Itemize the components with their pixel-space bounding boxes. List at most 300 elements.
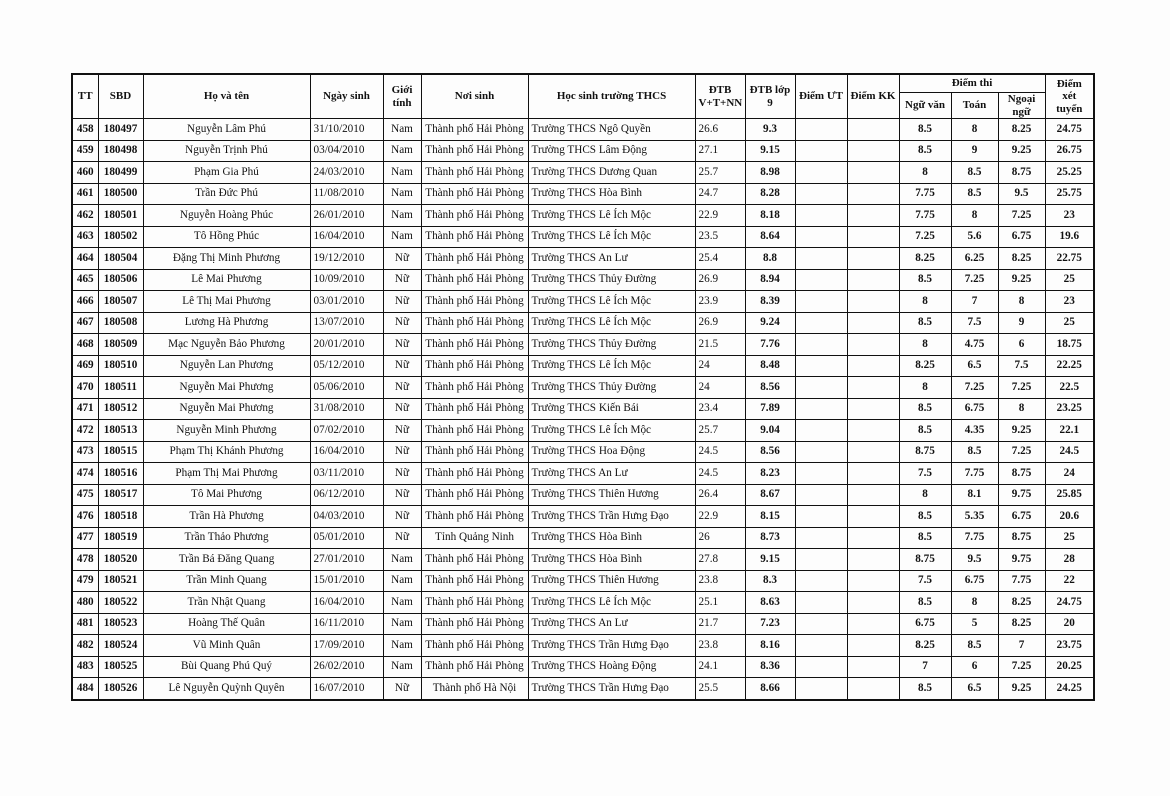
cell-gender: Nữ [383,420,421,442]
cell-gender: Nữ [383,377,421,399]
cell-ngu-van: 8.5 [899,119,951,141]
cell-name: Trần Nhật Quang [143,592,310,614]
cell-tt: 464 [72,248,98,270]
cell-dtb-lop9: 8.23 [745,463,795,485]
cell-dob: 04/03/2010 [310,506,383,528]
cell-dtb-vtnn: 23.4 [695,398,745,420]
cell-diem-ut [795,613,847,635]
cell-sbd: 180513 [98,420,143,442]
cell-gender: Nữ [383,441,421,463]
cell-gender: Nữ [383,506,421,528]
cell-diem-ut [795,678,847,700]
cell-diem-xet-tuyen: 24.25 [1045,678,1094,700]
cell-gender: Nữ [383,527,421,549]
cell-sbd: 180512 [98,398,143,420]
cell-tt: 471 [72,398,98,420]
cell-birthplace: Thành phố Hải Phòng [421,291,528,313]
cell-dtb-lop9: 9.15 [745,140,795,162]
cell-tt: 465 [72,269,98,291]
cell-birthplace: Thành phố Hải Phòng [421,334,528,356]
cell-name: Nguyễn Trịnh Phú [143,140,310,162]
cell-ngu-van: 8.25 [899,355,951,377]
cell-diem-xet-tuyen: 25.25 [1045,162,1094,184]
table-row [72,592,1094,614]
cell-ngu-van: 8.5 [899,527,951,549]
cell-dob: 10/09/2010 [310,269,383,291]
cell-birthplace: Thành phố Hải Phòng [421,269,528,291]
cell-diem-xet-tuyen: 22.1 [1045,420,1094,442]
cell-dob: 03/11/2010 [310,463,383,485]
cell-school: Trường THCS Ngô Quyền [528,119,695,141]
cell-diem-xet-tuyen: 22.75 [1045,248,1094,270]
cell-gender: Nam [383,656,421,678]
cell-diem-ut [795,635,847,657]
cell-toan: 7.25 [951,377,998,399]
cell-ngoai-ngu: 7.5 [998,355,1045,377]
cell-birthplace: Thành phố Hải Phòng [421,441,528,463]
cell-diem-ut [795,527,847,549]
cell-dtb-lop9: 8.56 [745,441,795,463]
cell-school: Trường THCS Hòa Bình [528,527,695,549]
cell-name: Nguyễn Lâm Phú [143,119,310,141]
cell-ngoai-ngu: 6 [998,334,1045,356]
cell-diem-xet-tuyen: 20 [1045,613,1094,635]
cell-name: Phạm Gia Phú [143,162,310,184]
cell-birthplace: Thành phố Hải Phòng [421,119,528,141]
header-name: Họ và tên [143,74,310,119]
cell-tt: 484 [72,678,98,700]
cell-dtb-lop9: 9.3 [745,119,795,141]
cell-toan: 4.75 [951,334,998,356]
admission-scores-table [71,73,1095,701]
cell-birthplace: Tỉnh Quảng Ninh [421,527,528,549]
cell-diem-kk [847,506,899,528]
cell-diem-xet-tuyen: 28 [1045,549,1094,571]
cell-dtb-lop9: 8.63 [745,592,795,614]
cell-sbd: 180517 [98,484,143,506]
cell-toan: 5.35 [951,506,998,528]
cell-toan: 9.5 [951,549,998,571]
cell-toan: 8 [951,119,998,141]
cell-name: Lương Hà Phương [143,312,310,334]
cell-diem-kk [847,183,899,205]
cell-dtb-lop9: 8.56 [745,377,795,399]
table-row [72,226,1094,248]
cell-ngu-van: 7.25 [899,226,951,248]
cell-diem-ut [795,162,847,184]
cell-name: Phạm Thị Khánh Phương [143,441,310,463]
table-row [72,549,1094,571]
cell-ngoai-ngu: 8.25 [998,613,1045,635]
table-row [72,527,1094,549]
cell-sbd: 180518 [98,506,143,528]
cell-name: Lê Nguyễn Quỳnh Quyên [143,678,310,700]
table-row [72,613,1094,635]
cell-sbd: 180502 [98,226,143,248]
cell-dtb-vtnn: 26.9 [695,312,745,334]
cell-ngoai-ngu: 8 [998,291,1045,313]
table-row [72,420,1094,442]
cell-dtb-lop9: 7.23 [745,613,795,635]
cell-school: Trường THCS Trần Hưng Đạo [528,506,695,528]
cell-tt: 470 [72,377,98,399]
table-row [72,140,1094,162]
cell-toan: 6.75 [951,398,998,420]
cell-dob: 03/04/2010 [310,140,383,162]
cell-dtb-lop9: 8.18 [745,205,795,227]
cell-dtb-lop9: 8.28 [745,183,795,205]
cell-gender: Nữ [383,334,421,356]
cell-tt: 461 [72,183,98,205]
cell-toan: 7.75 [951,463,998,485]
cell-toan: 8.1 [951,484,998,506]
cell-birthplace: Thành phố Hải Phòng [421,355,528,377]
cell-birthplace: Thành phố Hải Phòng [421,420,528,442]
cell-tt: 478 [72,549,98,571]
cell-school: Trường THCS An Lư [528,248,695,270]
cell-dtb-vtnn: 25.1 [695,592,745,614]
cell-name: Tô Mai Phương [143,484,310,506]
cell-dtb-lop9: 9.15 [745,549,795,571]
header-gender: Giới tính [383,74,421,119]
cell-sbd: 180521 [98,570,143,592]
cell-ngu-van: 7.75 [899,205,951,227]
cell-diem-kk [847,312,899,334]
cell-dob: 16/07/2010 [310,678,383,700]
cell-dtb-vtnn: 22.9 [695,506,745,528]
cell-toan: 7.25 [951,269,998,291]
cell-gender: Nam [383,140,421,162]
cell-birthplace: Thành phố Hải Phòng [421,205,528,227]
table-row [72,269,1094,291]
cell-gender: Nữ [383,463,421,485]
cell-birthplace: Thành phố Hải Phòng [421,398,528,420]
cell-dob: 05/06/2010 [310,377,383,399]
cell-tt: 473 [72,441,98,463]
cell-name: Nguyễn Mai Phương [143,377,310,399]
cell-sbd: 180499 [98,162,143,184]
cell-ngoai-ngu: 7.25 [998,441,1045,463]
cell-tt: 483 [72,656,98,678]
cell-school: Trường THCS Lê Ích Mộc [528,312,695,334]
cell-diem-ut [795,656,847,678]
cell-diem-ut [795,248,847,270]
cell-diem-kk [847,355,899,377]
cell-diem-xet-tuyen: 23 [1045,291,1094,313]
table-row [72,678,1094,700]
cell-school: Trường THCS Lâm Động [528,140,695,162]
cell-dtb-lop9: 7.76 [745,334,795,356]
cell-dtb-lop9: 8.98 [745,162,795,184]
cell-ngu-van: 8.25 [899,248,951,270]
cell-ngoai-ngu: 8.75 [998,527,1045,549]
cell-dtb-vtnn: 27.1 [695,140,745,162]
cell-dtb-lop9: 8.66 [745,678,795,700]
cell-sbd: 180501 [98,205,143,227]
cell-name: Trần Minh Quang [143,570,310,592]
cell-dtb-vtnn: 23.5 [695,226,745,248]
cell-dtb-vtnn: 24.7 [695,183,745,205]
cell-toan: 7 [951,291,998,313]
table-row [72,484,1094,506]
cell-dob: 27/01/2010 [310,549,383,571]
table-row [72,334,1094,356]
cell-name: Tô Hồng Phúc [143,226,310,248]
cell-diem-ut [795,334,847,356]
cell-toan: 8 [951,205,998,227]
cell-ngoai-ngu: 8.75 [998,463,1045,485]
table-row [72,570,1094,592]
cell-toan: 6 [951,656,998,678]
cell-name: Nguyễn Lan Phương [143,355,310,377]
cell-toan: 4.35 [951,420,998,442]
cell-dtb-vtnn: 24 [695,377,745,399]
cell-name: Vũ Minh Quân [143,635,310,657]
table-row [72,291,1094,313]
table-row [72,355,1094,377]
cell-diem-xet-tuyen: 22.5 [1045,377,1094,399]
table-row [72,635,1094,657]
cell-tt: 474 [72,463,98,485]
header-sbd: SBD [98,74,143,119]
header-tt: TT [72,74,98,119]
cell-dob: 26/01/2010 [310,205,383,227]
cell-ngoai-ngu: 7.25 [998,656,1045,678]
cell-ngoai-ngu: 9.75 [998,484,1045,506]
cell-school: Trường THCS Thiên Hương [528,570,695,592]
cell-diem-xet-tuyen: 23.75 [1045,635,1094,657]
cell-ngoai-ngu: 9.25 [998,269,1045,291]
cell-tt: 480 [72,592,98,614]
cell-school: Trường THCS Lê Ích Mộc [528,205,695,227]
cell-gender: Nam [383,549,421,571]
cell-sbd: 180519 [98,527,143,549]
cell-toan: 5 [951,613,998,635]
cell-school: Trường THCS Lê Ích Mộc [528,420,695,442]
cell-name: Đặng Thị Minh Phương [143,248,310,270]
cell-tt: 477 [72,527,98,549]
cell-ngu-van: 8.5 [899,420,951,442]
cell-birthplace: Thành phố Hải Phòng [421,613,528,635]
cell-diem-kk [847,269,899,291]
cell-dob: 31/08/2010 [310,398,383,420]
cell-dob: 05/01/2010 [310,527,383,549]
cell-ngu-van: 8.5 [899,398,951,420]
cell-toan: 8 [951,592,998,614]
cell-gender: Nữ [383,398,421,420]
cell-diem-xet-tuyen: 24.75 [1045,119,1094,141]
table-row [72,656,1094,678]
cell-school: Trường THCS Hoàng Động [528,656,695,678]
cell-sbd: 180520 [98,549,143,571]
cell-sbd: 180497 [98,119,143,141]
cell-school: Trường THCS Lê Ích Mộc [528,291,695,313]
cell-diem-ut [795,291,847,313]
cell-diem-kk [847,527,899,549]
cell-school: Trường THCS Hoa Động [528,441,695,463]
cell-gender: Nam [383,183,421,205]
cell-diem-xet-tuyen: 25.85 [1045,484,1094,506]
cell-ngu-van: 7 [899,656,951,678]
cell-ngu-van: 7.5 [899,570,951,592]
cell-dob: 07/02/2010 [310,420,383,442]
cell-tt: 482 [72,635,98,657]
cell-diem-xet-tuyen: 20.25 [1045,656,1094,678]
cell-toan: 9 [951,140,998,162]
cell-toan: 6.25 [951,248,998,270]
table-row [72,205,1094,227]
cell-diem-ut [795,377,847,399]
cell-diem-ut [795,441,847,463]
cell-ngoai-ngu: 8.75 [998,162,1045,184]
cell-ngu-van: 8 [899,291,951,313]
cell-name: Hoàng Thế Quân [143,613,310,635]
cell-school: Trường THCS An Lư [528,613,695,635]
header-diem-ut: Điểm ƯT [795,74,847,119]
cell-birthplace: Thành phố Hải Phòng [421,570,528,592]
cell-diem-kk [847,377,899,399]
cell-birthplace: Thành phố Hải Phòng [421,248,528,270]
cell-diem-xet-tuyen: 23.25 [1045,398,1094,420]
cell-birthplace: Thành phố Hà Nội [421,678,528,700]
cell-school: Trường THCS Trần Hưng Đạo [528,635,695,657]
cell-sbd: 180526 [98,678,143,700]
cell-diem-kk [847,635,899,657]
cell-school: Trường THCS Lê Ích Mộc [528,226,695,248]
cell-diem-xet-tuyen: 20.6 [1045,506,1094,528]
cell-ngu-van: 8.5 [899,678,951,700]
cell-gender: Nam [383,613,421,635]
cell-tt: 475 [72,484,98,506]
cell-diem-kk [847,334,899,356]
cell-diem-kk [847,226,899,248]
cell-ngoai-ngu: 9 [998,312,1045,334]
cell-birthplace: Thành phố Hải Phòng [421,312,528,334]
cell-diem-ut [795,463,847,485]
cell-gender: Nữ [383,484,421,506]
cell-ngu-van: 8.25 [899,635,951,657]
cell-dtb-vtnn: 24.5 [695,463,745,485]
table-row [72,506,1094,528]
cell-diem-ut [795,398,847,420]
cell-school: Trường THCS Thủy Đường [528,269,695,291]
header-toan: Toán [951,93,998,119]
cell-name: Mạc Nguyễn Bảo Phương [143,334,310,356]
header-dob: Ngày sinh [310,74,383,119]
cell-birthplace: Thành phố Hải Phòng [421,183,528,205]
cell-name: Nguyễn Minh Phương [143,420,310,442]
cell-diem-xet-tuyen: 18.75 [1045,334,1094,356]
cell-ngoai-ngu: 8 [998,398,1045,420]
cell-toan: 7.5 [951,312,998,334]
cell-birthplace: Thành phố Hải Phòng [421,592,528,614]
cell-diem-xet-tuyen: 26.75 [1045,140,1094,162]
cell-sbd: 180515 [98,441,143,463]
cell-ngu-van: 8 [899,162,951,184]
cell-ngoai-ngu: 7.75 [998,570,1045,592]
cell-gender: Nữ [383,248,421,270]
cell-diem-kk [847,398,899,420]
cell-sbd: 180525 [98,656,143,678]
cell-ngu-van: 6.75 [899,613,951,635]
cell-tt: 479 [72,570,98,592]
cell-diem-ut [795,549,847,571]
table-row [72,312,1094,334]
table-row [72,377,1094,399]
cell-diem-ut [795,506,847,528]
cell-diem-ut [795,183,847,205]
cell-dtb-vtnn: 23.8 [695,570,745,592]
cell-sbd: 180516 [98,463,143,485]
cell-diem-xet-tuyen: 25 [1045,269,1094,291]
cell-diem-ut [795,355,847,377]
cell-name: Nguyễn Mai Phương [143,398,310,420]
header-diem-kk: Điểm KK [847,74,899,119]
cell-sbd: 180524 [98,635,143,657]
cell-dob: 17/09/2010 [310,635,383,657]
cell-dob: 15/01/2010 [310,570,383,592]
cell-diem-ut [795,592,847,614]
cell-diem-kk [847,162,899,184]
cell-tt: 459 [72,140,98,162]
cell-diem-kk [847,441,899,463]
cell-dob: 16/11/2010 [310,613,383,635]
cell-name: Lê Mai Phương [143,269,310,291]
cell-toan: 6.5 [951,678,998,700]
table-row [72,162,1094,184]
cell-ngu-van: 8.75 [899,441,951,463]
cell-diem-ut [795,119,847,141]
cell-birthplace: Thành phố Hải Phòng [421,549,528,571]
table-body [72,119,1094,700]
cell-dtb-lop9: 8.67 [745,484,795,506]
cell-school: Trường THCS Lê Ích Mộc [528,355,695,377]
cell-tt: 460 [72,162,98,184]
cell-ngu-van: 8.5 [899,506,951,528]
header-dtb-lop9: ĐTB lớp 9 [745,74,795,119]
cell-name: Phạm Thị Mai Phương [143,463,310,485]
header-birthplace: Nơi sinh [421,74,528,119]
cell-gender: Nam [383,226,421,248]
cell-toan: 6.5 [951,355,998,377]
cell-toan: 8.5 [951,183,998,205]
cell-birthplace: Thành phố Hải Phòng [421,463,528,485]
cell-school: Trường THCS Thủy Đường [528,377,695,399]
cell-diem-kk [847,140,899,162]
cell-school: Trường THCS Lê Ích Mộc [528,592,695,614]
table-row [72,441,1094,463]
cell-gender: Nam [383,635,421,657]
cell-diem-kk [847,570,899,592]
cell-dtb-vtnn: 25.7 [695,420,745,442]
cell-dtb-vtnn: 21.5 [695,334,745,356]
cell-tt: 466 [72,291,98,313]
cell-diem-kk [847,463,899,485]
cell-tt: 458 [72,119,98,141]
cell-tt: 463 [72,226,98,248]
table-row [72,463,1094,485]
cell-ngu-van: 8.5 [899,312,951,334]
cell-ngoai-ngu: 9.25 [998,678,1045,700]
cell-gender: Nam [383,570,421,592]
cell-tt: 476 [72,506,98,528]
cell-sbd: 180509 [98,334,143,356]
cell-toan: 8.5 [951,162,998,184]
cell-dtb-vtnn: 24.5 [695,441,745,463]
cell-dtb-vtnn: 24.1 [695,656,745,678]
cell-ngu-van: 8.5 [899,269,951,291]
cell-diem-ut [795,226,847,248]
